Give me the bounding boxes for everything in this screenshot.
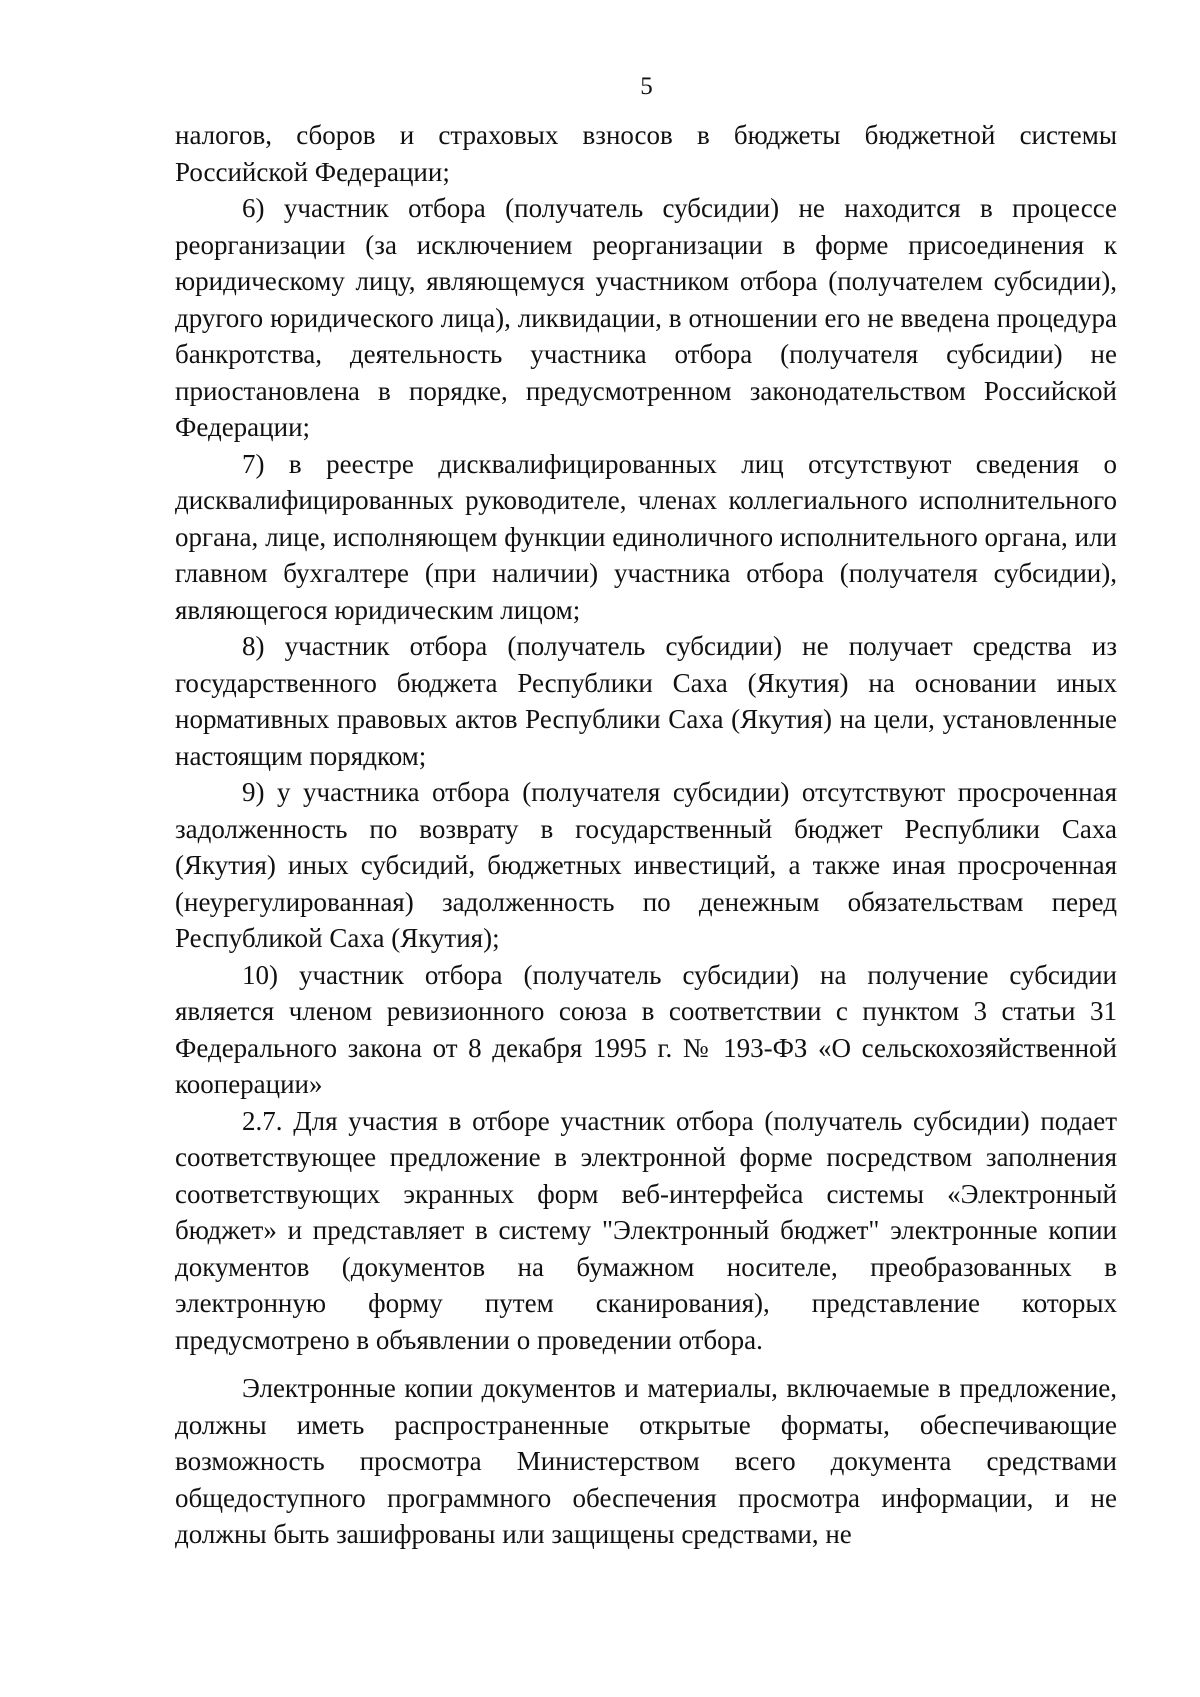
paragraph-item-10: 10) участник отбора (получатель субсидии) на получение субсидии является членом ревизионного союза в соответствии с пунктом 3 статьи 31 Федерального закона от 8 декабря 1995 г. № 193-ФЗ «О сельскохозяйственной кооперации» — [175, 959, 1117, 1099]
paragraph-continuation: налогов, сборов и страховых взносов в бюджеты бюджетной системы Российской Федерации; — [175, 120, 1117, 187]
paragraph-item-7: 7) в реестре дисквалифицированных лиц отсутствуют сведения о дисквалифицированных руководителе, членах коллегиального исполнительного органа, лице, исполняющем функции единоличного исполнительного органа, или главном бухгалтере (при наличии) участника отбора (получателя субсидии), являющегося юридическим лицом; — [175, 448, 1117, 625]
page-number: 5 — [640, 73, 653, 100]
paragraph-item-8: 8) участник отбора (получатель субсидии) не получает средства из государственного бюджета Республики Саха (Якутия) на основании иных нормативных правовых актов Республики Саха (Якутия) на цели, установленные настоящим порядком; — [175, 631, 1117, 771]
document-body — [175, 117, 1117, 1553]
paragraph-item-6: 6) участник отбора (получатель субсидии) не находится в процессе реорганизации (за исключением реорганизации в форме присоединения к юридическому лицу, являющемуся участником отбора (получателем субсидии), другого юридического лица), ликвидации, в отношении его не введена процедура банкротства, деятельность участника отбора (получателя субсидии) не приостановлена в порядке, предусмотренном законодательством Российской Федерации; — [175, 193, 1117, 442]
paragraph-item-9: 9) у участника отбора (получателя субсидии) отсутствуют просроченная задолженность по возврату в государственный бюджет Республики Саха (Якутия) иных субсидий, бюджетных инвестиций, а также иная просроченная (неурегулированная) задолженность по денежным обязательствам перед Республикой Саха (Якутия); — [175, 777, 1117, 953]
paragraph-section-2-7: 2.7. Для участия в отборе участник отбора (получатель субсидии) подает соответствующее предложение в электронной форме посредством заполнения соответствующих экранных форм веб-интерфейса системы «Электронный бюджет» и представляет в систему "Электронный бюджет" электронные копии документов (документов на бумажном носителе, преобразованных в электронную форму путем сканирования), представление которых предусмотрено в объявлении о проведении отбора. — [175, 1105, 1117, 1355]
paragraph-electronic-copies: Электронные копии документов и материалы, включаемые в предложение, должны иметь распространенные открытые форматы, обеспечивающие возможность просмотра Министерством всего документа средствами общедоступного программного обеспечения просмотра информации, и не должны быть зашифрованы или защищены средствами, не — [175, 1373, 1117, 1549]
